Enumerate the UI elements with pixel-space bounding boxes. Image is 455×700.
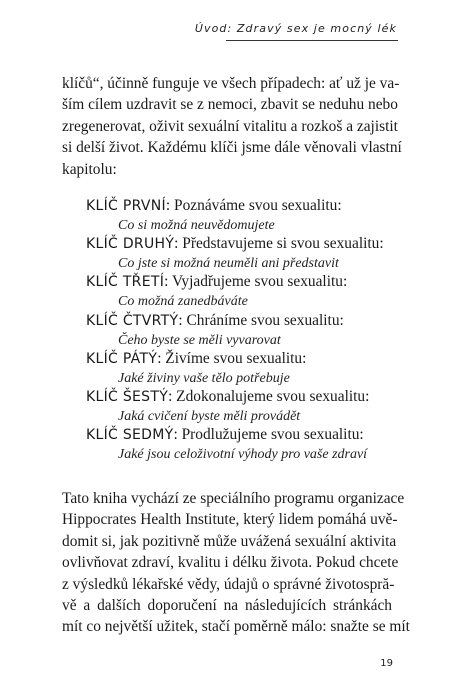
key-title bbox=[86, 272, 406, 292]
key-subtitle: Co si možná neuvědomujete bbox=[118, 218, 275, 233]
key-label: KLÍČ ŠESTÝ bbox=[86, 388, 169, 405]
key-title bbox=[86, 425, 406, 445]
running-header: Úvod: Zdravý sex je mocný lék bbox=[194, 22, 397, 35]
page-number: 19 bbox=[380, 658, 393, 669]
key-heading: : Zdokonalujeme svou sexualitu: bbox=[168, 387, 370, 405]
key-title bbox=[86, 196, 406, 216]
key-title bbox=[86, 311, 406, 331]
key-heading: : Chráníme svou sexualitu: bbox=[178, 311, 344, 329]
key-label: KLÍČ DRUHÝ bbox=[86, 236, 175, 253]
key-subtitle: Co možná zanedbáváte bbox=[118, 294, 248, 310]
key-title bbox=[86, 234, 406, 254]
key-item bbox=[86, 349, 406, 387]
key-label: KLÍČ SEDMÝ bbox=[86, 427, 174, 444]
key-subtitle: Jaká cvičení byste měli provádět bbox=[118, 408, 301, 424]
key-heading: : Poznáváme svou sexualitu: bbox=[165, 197, 342, 214]
key-label: KLÍČ PÁTÝ bbox=[86, 350, 158, 367]
text-line: Tato kniha vychází ze speciálního programu organizace bbox=[62, 490, 405, 507]
key-heading: : Prodlužujeme svou sexualitu: bbox=[173, 426, 364, 444]
key-item bbox=[86, 196, 406, 234]
text-line: ším cílem uzdravit se z nemoci, zbavit se neduhu nebo bbox=[62, 96, 398, 114]
key-title bbox=[86, 349, 406, 369]
keys-list bbox=[86, 196, 406, 463]
intro-paragraph bbox=[62, 73, 402, 180]
text-line: mít co největší užitek, stačí poměrně málo: snažte se mít bbox=[62, 618, 410, 636]
header-rule bbox=[226, 40, 398, 41]
key-item bbox=[86, 234, 406, 272]
key-heading: : Vyjadřujeme svou sexualitu: bbox=[164, 273, 348, 291]
text-line: Hippocrates Health Institute, který lidem pomáhá uvě- bbox=[62, 511, 398, 529]
text-line: ovlivňovat zdraví, kvalitu i délku života. Pokud chcete bbox=[62, 554, 399, 572]
text-line: klíčů“, účinně funguje ve všech případech: ať už je va- bbox=[62, 75, 400, 92]
key-item bbox=[86, 425, 406, 463]
key-subtitle: Jaké jsou celoživotní výhody pro vaše zdraví bbox=[118, 447, 368, 463]
key-heading: : Představujeme si svou sexualitu: bbox=[174, 235, 384, 253]
key-item bbox=[86, 272, 406, 310]
key-label: KLÍČ TŘETÍ bbox=[86, 274, 165, 291]
key-title bbox=[86, 387, 406, 407]
key-item bbox=[86, 311, 406, 349]
key-label: KLÍČ PRVNÍ bbox=[86, 198, 166, 214]
key-heading: : Živíme svou sexualitu: bbox=[157, 349, 307, 367]
text-line: si delší život. Každému klíči jsme dále věnovali vlastní bbox=[62, 139, 402, 157]
closing-paragraph bbox=[62, 488, 410, 638]
text-line: zregenerovat, oživit sexuální vitalitu a rozkoš a zajistit bbox=[62, 117, 398, 135]
key-label: KLÍČ ČTVRTÝ bbox=[86, 312, 179, 329]
key-item bbox=[86, 387, 406, 425]
key-subtitle: Čeho byste se měli vyvarovat bbox=[118, 332, 281, 348]
key-subtitle: Jaké živiny vaše tělo potřebuje bbox=[118, 370, 290, 386]
text-line: vě a dalších doporučení na následujících stránkách bbox=[62, 597, 392, 615]
key-subtitle: Co jste si možná neuměli ani představit bbox=[118, 256, 339, 272]
text-line: kapitolu: bbox=[62, 160, 117, 178]
text-line: z výsledků lékařské vědy, údajů o správné životospră- bbox=[62, 575, 395, 593]
text-line: domit si, jak pozitivně může uvážená sexuální aktivita bbox=[62, 532, 397, 550]
